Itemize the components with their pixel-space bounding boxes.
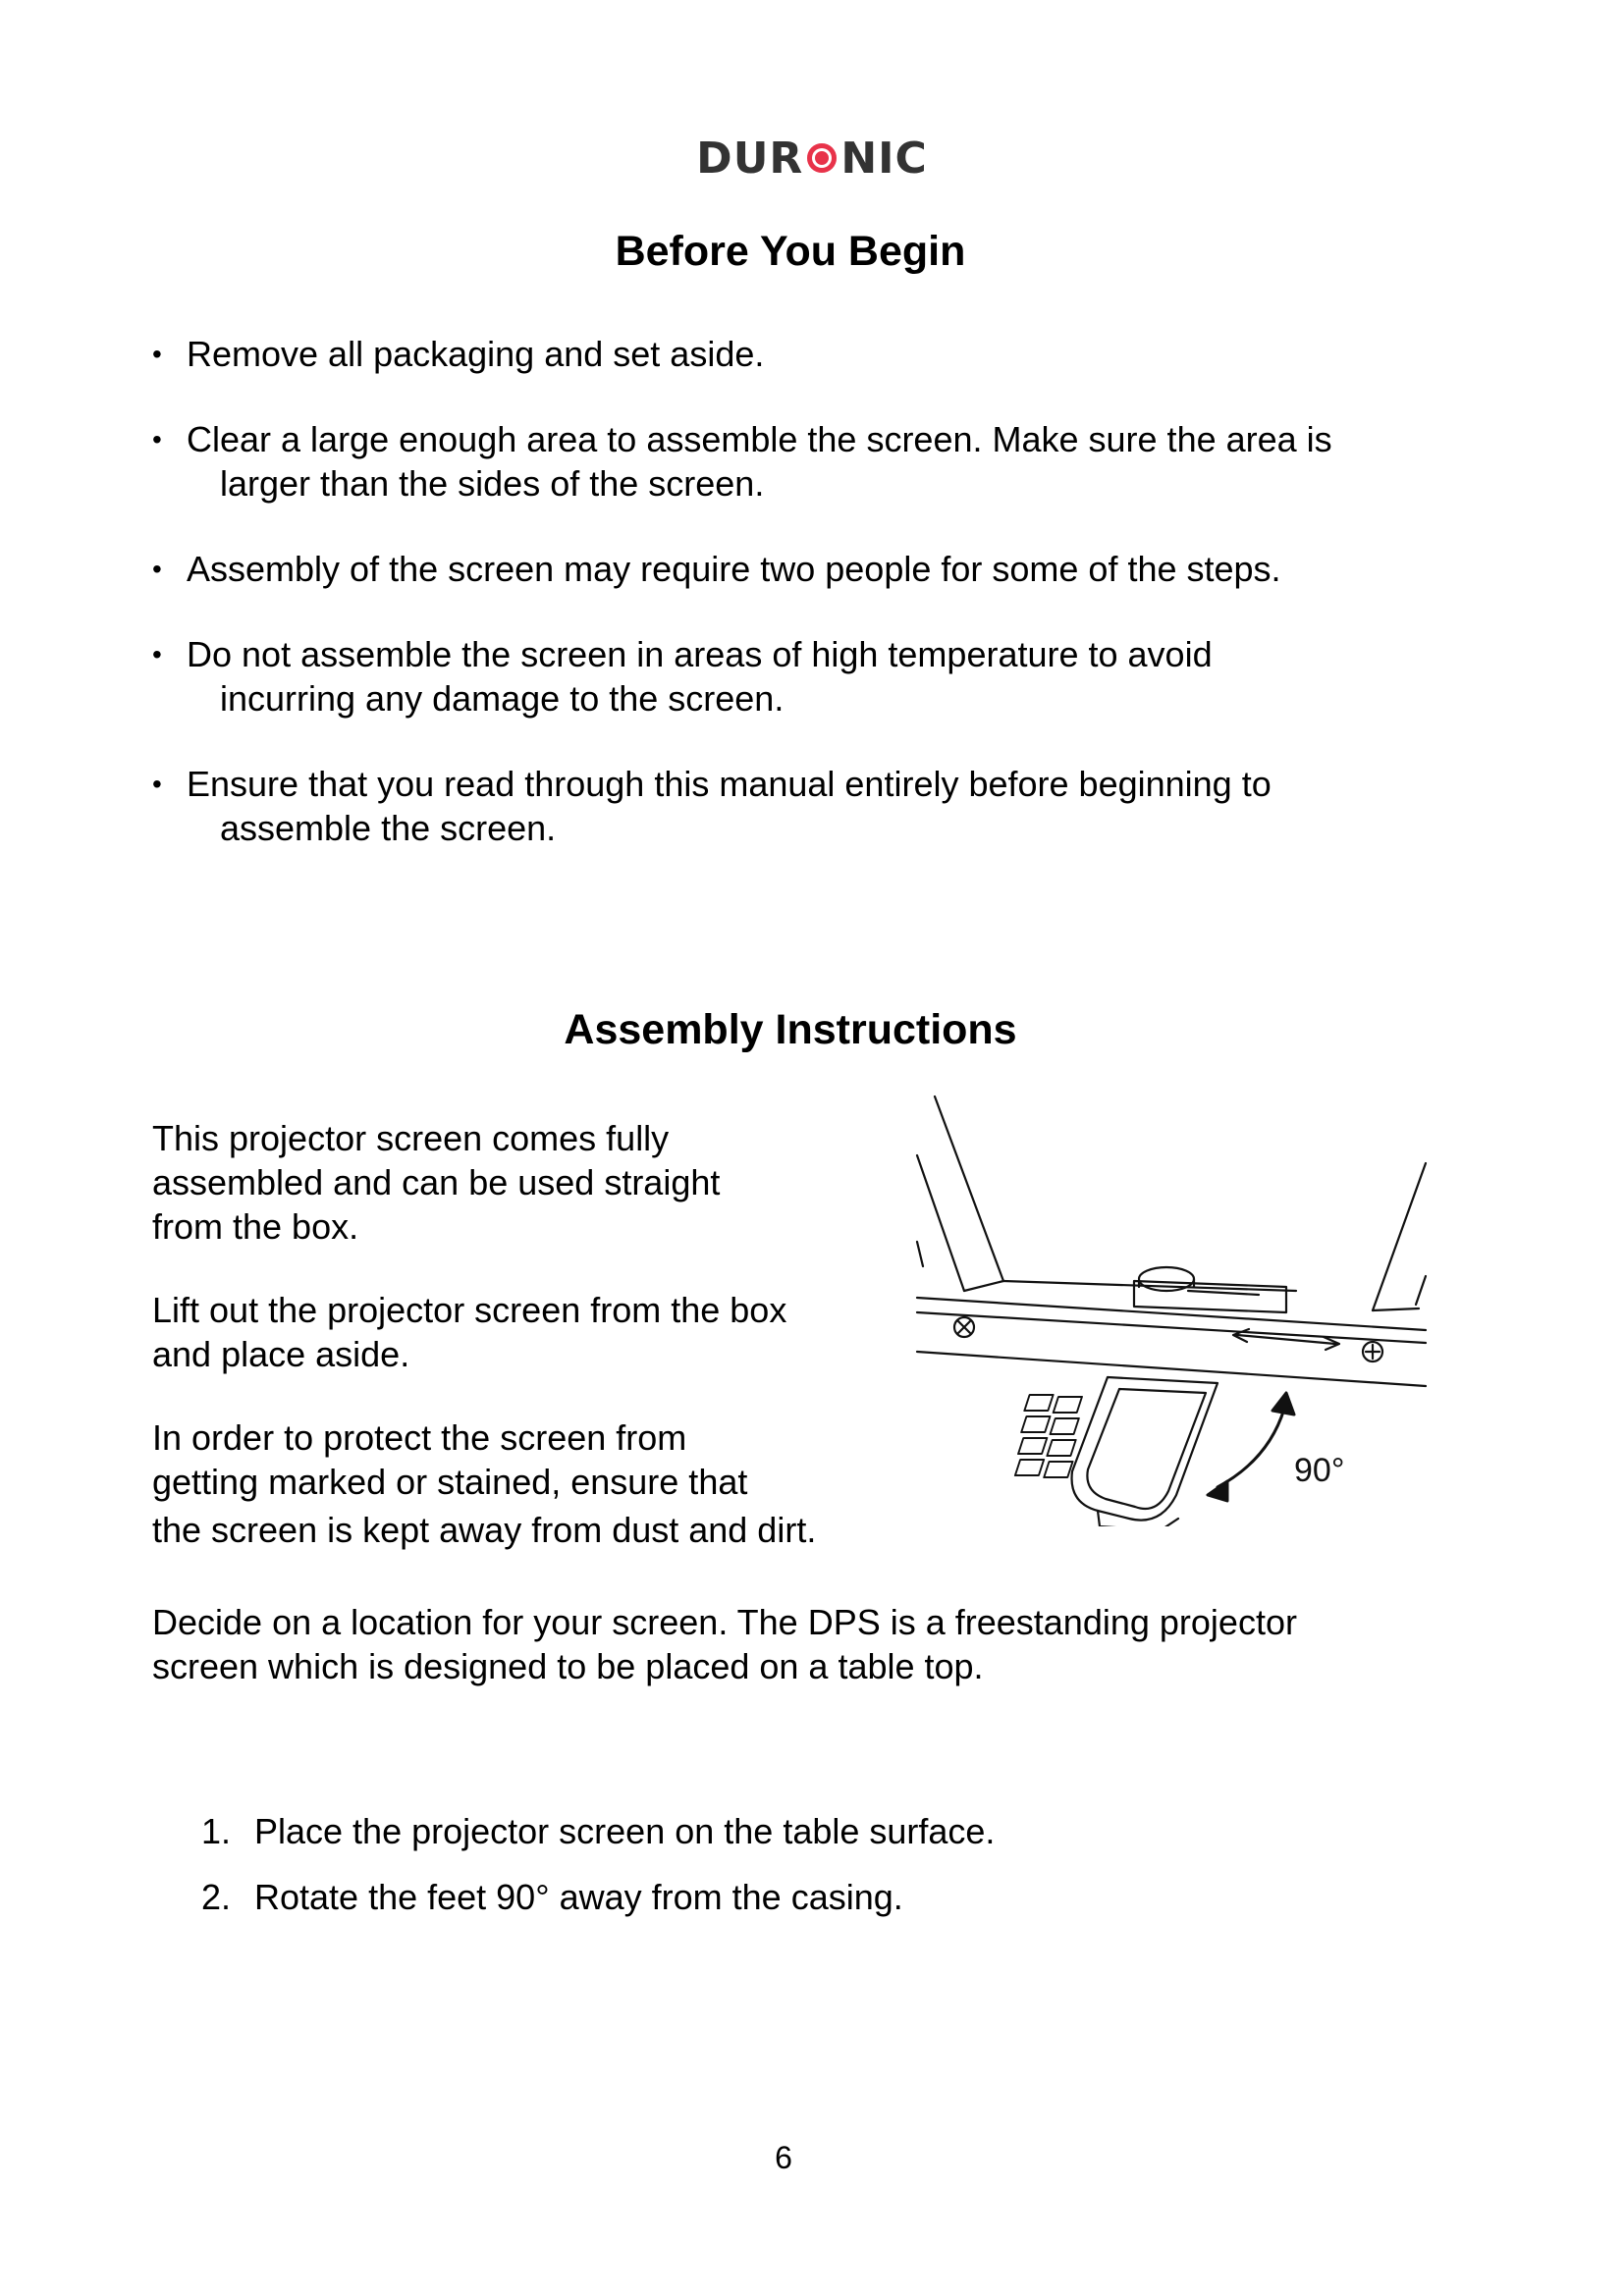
list-item-text: Do not assemble the screen in areas of high temperature to avoid <box>187 634 1213 674</box>
step-number: 2. <box>201 1877 232 1917</box>
list-item <box>152 547 1429 591</box>
list-item-text-continued: larger than the sides of the screen. <box>220 463 765 504</box>
step-text: Place the projector screen on the table surface. <box>254 1811 996 1851</box>
logo-text-left: DUR <box>696 133 804 184</box>
paragraph-line: getting marked or stained, ensure that <box>152 1462 748 1502</box>
assembly-instructions-title: Assembly Instructions <box>564 1006 1017 1053</box>
right-frame-leg <box>1373 1163 1426 1310</box>
rotation-arrow-icon <box>1208 1393 1294 1501</box>
paragraph-line: and place aside. <box>152 1334 410 1374</box>
paragraph-line: In order to protect the screen from <box>152 1417 687 1458</box>
list-item-text: Ensure that you read through this manual entirely before beginning to <box>187 764 1272 804</box>
list-item-text: Assembly of the screen may require two people for some of the steps. <box>187 549 1281 589</box>
list-item <box>152 632 1429 721</box>
screw-icon <box>954 1317 974 1337</box>
before-you-begin-title: Before You Begin <box>615 228 966 275</box>
step-text: Rotate the feet 90° away from the casing. <box>254 1877 903 1917</box>
lift-out-paragraph <box>152 1288 786 1376</box>
power-icon <box>807 143 837 173</box>
paragraph-line: assembled and can be used straight <box>152 1162 721 1202</box>
list-item-text: Remove all packaging and set aside. <box>187 334 765 374</box>
paragraph-line: Decide on a location for your screen. The DPS is a freestanding projector <box>152 1602 1297 1642</box>
screen-casing <box>917 1281 1426 1386</box>
intro-paragraph <box>152 1116 720 1249</box>
logo-text-right: NIC <box>840 133 928 184</box>
protect-paragraph <box>152 1415 816 1548</box>
before-you-begin-list <box>152 332 1429 891</box>
list-item-text-continued: incurring any damage to the screen. <box>220 678 785 719</box>
assembly-steps-list <box>201 1809 1380 1941</box>
paragraph-line: Lift out the projector screen from the box <box>152 1290 787 1330</box>
screw-icon <box>1363 1342 1382 1362</box>
list-item <box>152 332 1429 376</box>
list-item-text-continued: assemble the screen. <box>220 808 557 848</box>
location-paragraph <box>152 1600 1297 1688</box>
page-number: 6 <box>775 2140 792 2175</box>
list-item <box>201 1809 1380 1853</box>
list-item <box>201 1875 1380 1919</box>
paragraph-line: This projector screen comes fully <box>152 1118 670 1158</box>
paragraph-line: the screen is kept away from dust and dirt. <box>152 1510 817 1550</box>
list-item-text: Clear a large enough area to assemble the screen. Make sure the area is <box>187 419 1332 459</box>
left-frame-leg <box>917 1096 1003 1291</box>
feet-rotation-diagram <box>903 1095 1434 1526</box>
rotation-angle-label: 90° <box>1294 1452 1345 1489</box>
paragraph-line: screen which is designed to be placed on a table top. <box>152 1646 984 1686</box>
paragraph-line: from the box. <box>152 1206 359 1247</box>
list-item <box>152 417 1429 506</box>
step-number: 1. <box>201 1811 232 1851</box>
duronic-logo <box>0 133 1624 183</box>
list-item <box>152 762 1429 850</box>
rotated-foot <box>1015 1377 1218 1526</box>
